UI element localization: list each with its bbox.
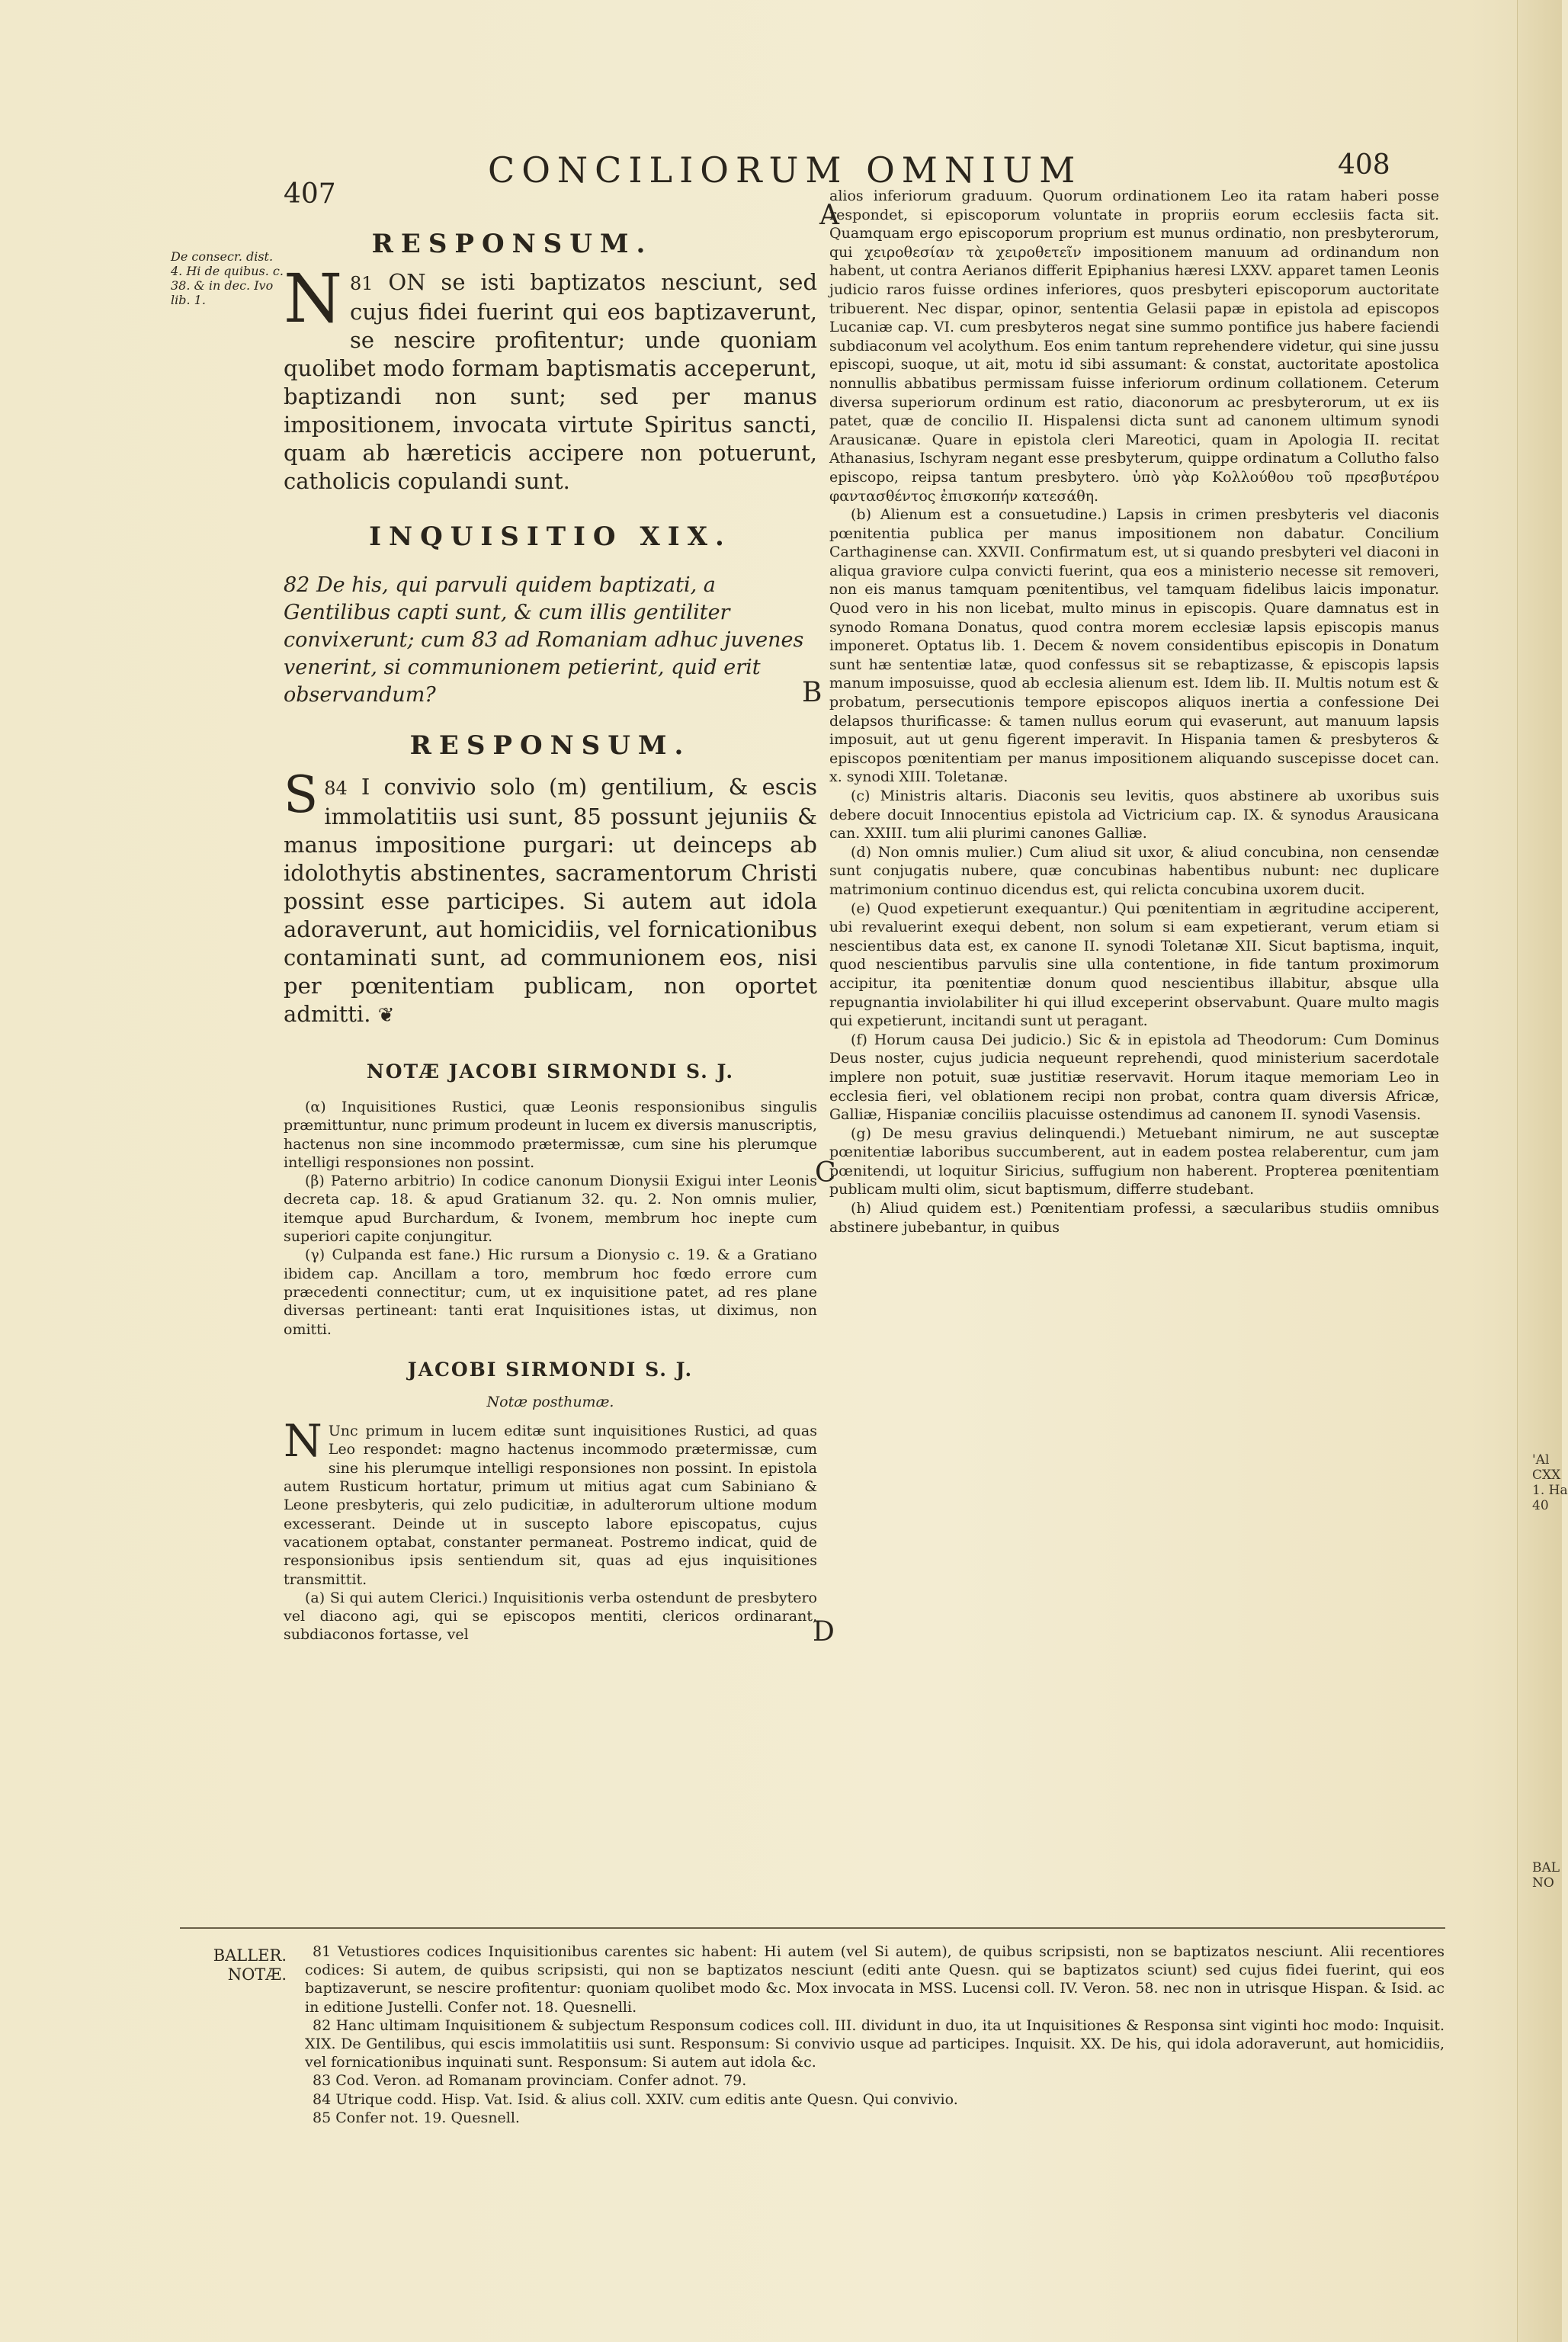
commentary-note-c: (c) Ministris altaris. Diaconis seu levitis, quos abstinere ab uxoribus suis debere docuit Innocentius epistola ad Victricium cap. IX. & synodus Arausicana can. XXIII. tum alii plurimi canones Galliæ. xyxy=(829,788,1439,842)
section-mark-b: B xyxy=(802,677,822,708)
commentary-note-b: (b) Alienum est a consuetudine.) Lapsis in crimen presbyteris vel diaconis pœnitentia publica per manus impositionem non dabatur. Concilium Carthaginense can. XXVII. Confirmatum est, ut si quando presbyteri vel diaconi in aliqua graviore culpa convicti fuerint, qua eos a ministerio necesse sit removeri, non eis manus tamquam pœnitentibus, vel tamquam fidelibus laicis imponatur. Quod vero in his non licebat, multo minus in episcopis. Quare damnatus est in synodo Romana Donatus, quod contra morem ecclesiæ lapsis episcopis manus imponeret. Optatus lib. 1. Decem & novem considentibus episcopis in Donatum sunt hæ sententiæ latæ, quod confessus sit se rebaptizasse, & episcopis lapsis manum imposuisse, quod ab ecclesia alienum est. Idem lib. II. Multis notum est & probatum, persecutionis tempore episcopos aliquos inertia a confessione Dei delapsos thurificasse: & tamen nullus eorum qui evaserunt, aut manuum lapsis imposuit, aut ut genu figerent imperavit. In Hispania tamen & presbyteros & episcopos pœnitentiam per manus impositionem aliquando suscepisse docet can. x. synodi XIII. Toletanæ. xyxy=(829,506,1439,786)
right-column xyxy=(829,187,1439,1237)
commentary-note-e: (e) Quod expetierunt exequantur.) Qui pœnitentiam in ægritudine acciperent, ubi revaluerint exequi debent, non solum si eam expetierant, verum etiam si nescientibus data est, ex canone II. synodi Toletanæ XII. Sicut baptisma, inquit, quod nescientibus parvulis sine ulla contentione, in fide tantum proximorum accipitur, ita pœnitentiæ donum quod nescientibus illabitur, absque ulla repugnantia inviolabiliter hi qui illud exceperint observabunt. Quare multo magis qui expetierunt, incitandi sunt ut peragant. xyxy=(829,900,1439,1030)
adjacent-page-fragment-top: 'Al CXX 1. Ha 40 xyxy=(1532,1452,1568,1513)
nota-gamma: (γ) Culpanda est fane.) Hic rursum a Dionysio c. 19. & a Gratiano ibidem cap. Ancillam a toro, membrum hoc fœdo errore cum præcedenti connectitur; cum, ut ex inquisitione patet, ad res plane diversas pertineant: tanti erat Inquisitiones istas, ut diximus, non omitti. xyxy=(284,1246,817,1338)
commentary-continuation: alios inferiorum graduum. Quorum ordinationem Leo ita ratam haberi posse respondet, si episcoporum voluntate in propriis eorum ecclesiis facta sit. Quamquam ergo episcoporum proprium est munus ordinatio, non presbyterorum, qui χειροθεσίαν τὰ χειροθετεῖν impositionem manuum ad ordinandum non habent, ut contra Aerianos differit Epiphanius hæresi LXXV. apparet tamen Leonis judicio raros fuisse ordines inferiores, quos presbyteri episcoporum auctoritate tribuerent. Nec dispar, opinor, sententia Gelasii papæ in epistola ad episcopos Lucaniæ cap. VI. cum presbyteros negat sine summo pontifice jus habere faciendi subdiaconum vel acolythum. Eos enim tantum reprehendere videtur, qui sine jussu episcopi, suoque, ut ait, motu id sibi assumant: & constat, auctoritate apostolica nonnullis abbatibus permissam fuisse inferiorum ordinum collationem. Ceterum diversa superiorum ordinum est ratio, diaconorum ac presbyterorum, ut ex iis patet, quæ de concilio II. Hispalensi dicta sunt ad canonem ultimum synodi Arausicanæ. Quare in epistola cleri Mareotici, quam in Apologia II. recitat Athanasius, Ischyram negant esse presbyterum, quippe ordinatum a Collutho falso episcopo, reipsa tantum presbytero. ὑπὸ γὰρ Κολλούθου τοῦ πρεσβυτέρου φαντασθέντος ἐπισκοπήν κατεσάθη. xyxy=(829,188,1439,505)
footnote-85: 85 Confer not. 19. Quesnell. xyxy=(313,2109,520,2126)
posthuma-heading: JACOBI SIRMONDI S. J. xyxy=(407,1358,694,1381)
footnote-label: BALLER. NOTÆ. xyxy=(213,1946,287,1984)
footnote-rule xyxy=(180,1927,1445,1929)
fleuron-ornament: ❦ xyxy=(377,1004,395,1027)
page-number-right: 408 xyxy=(1338,149,1390,181)
nota-beta: (β) Paterno arbitrio) In codice canonum Dionysii Exigui inter Leonis decreta cap. 18. & apud Gratianum 32. qu. 2. Non omnis mulier, itemque apud Burchardum, & Ivonem, membrum hoc inepte cum superiori capite conjungitur. xyxy=(284,1173,817,1246)
section-mark-d: D xyxy=(813,1616,835,1647)
commentary-note-f: (f) Horum causa Dei judicio.) Sic & in epistola ad Theodorum: Cum Dominus Deus noster, cujus judicia nequeunt reprehendi, quod ministerium sacerdotale implere non potuit, suæ justitiæ reservavit. Horum itaque memoriam Leo in ecclesia fieri, vel oblationem recipi non probat, contra quam diversis Africæ, Galliæ, Hispaniæ conciliis placuisse ostendimus ad canonem II. synodi Vasensis. xyxy=(829,1031,1439,1124)
paragraph-number: 81 xyxy=(350,273,374,294)
responsum-84 xyxy=(284,765,818,1030)
posthuma-note-a: (a) Si qui autem Clerici.) Inquisitionis verba ostendunt de presbytero vel diacono agi, qui se episcopos mentiti, clericos ordinarant, subdiaconos fortasse, vel xyxy=(284,1589,817,1644)
page-number-left: 407 xyxy=(284,178,336,210)
notae-heading: NOTÆ JACOBI SIRMONDI S. J. xyxy=(366,1060,735,1083)
inquisitio-heading: INQUISITIO XIX. xyxy=(369,521,732,552)
nota-alpha: (α) Inquisitiones Rustici, quæ Leonis responsionibus singulis præmittuntur, nunc primum prodeunt in lucem ex diversis manuscriptis, hactenus non sine incommodo prætermissæ, cum sine his plerumque intelligi responsiones non possint. xyxy=(284,1099,817,1171)
responsum-84-text: 84 S I convivio solo (m) gentilium, & escis immolatitiis usi sunt, 85 possunt jejuniis & manus impositione purgari: ut deinceps ab idolothytis abstinentes, sacramentorum Christi possint esse participes. Si autem aut idola adoraverunt, aut homicidiis, vel fornicationibus contaminati sunt, ad communionem eos, nisi per pœnitentiam publicam, non oportet admitti. ❦ xyxy=(284,765,818,1027)
adjacent-page-fragment-bottom: BAL NO xyxy=(1532,1860,1560,1891)
running-head: CONCILIORUM OMNIUM xyxy=(488,149,1082,191)
adjacent-page-edge xyxy=(1517,0,1562,2342)
posthuma-intro-text: N Unc primum in lucem editæ sunt inquisitiones Rustici, ad quas Leo respondet: magno hactenus incommodo prætermissæ, cum sine his plerumque intelligi responsiones non possint. In epistola autem Rusticum hortatur, primum ut mitius agat cum Sabiniano & Leone presbyteris, qui zelo pudicitiæ, in adulterorum ultione modum excesserant. Deinde ut in suscepto labore episcopatus, cujus vacationem optabat, constanter permaneat. Postremo indicat, quid de responsionibus ipsis sentiendum sit, quas ad ejus inquisitiones transmittit. xyxy=(284,1415,817,1588)
commentary-note-g: (g) De mesu gravius delinquendi.) Metuebant nimirum, ne aut susceptæ pœnitentiæ laboribus succumberent, aut in eadem postea relaberentur, cum jam pœnitendi, ut loquitur Siricius, suffugium non haberent. Propterea pœnitentiam publicam multi olim, sicut baptismum, differre studebant. xyxy=(829,1124,1439,1198)
notae-list xyxy=(284,1098,817,1339)
drop-cap: N xyxy=(284,259,342,338)
footnote-83: 83 Cod. Veron. ad Romanam provinciam. Confer adnot. 79. xyxy=(313,2072,747,2090)
drop-cap: N xyxy=(284,1415,322,1468)
footnote-84: 84 Utrique codd. Hisp. Vat. Isid. & alius coll. XXIV. cum editis ante Quesn. Qui convivio. xyxy=(313,2090,958,2108)
posthuma-intro xyxy=(284,1415,817,1589)
footnote-81: 81 Vetustiores codices Inquisitionibus carentes sic habent: Hi autem (vel Si autem), de quibus scripsisti, non se baptizatos nesciunt. Alii recentiores codices: Si autem, de quibus scripsisti, qui non se baptizatos nesciunt (editi ante Quesn. qui se baptizatos sciunt) sed cujus fidei fuerint, qui eos baptizaverunt, se nescire profitentur: quoniam quolibet modo &c. Mox invocata in MSS. Lucensi coll. IV. Veron. 58. nec non in utrisque Hispan. & Isid. ac in editione Justelli. Confer not. 18. Quesnelli. xyxy=(305,1943,1445,2016)
section-mark-c: C xyxy=(815,1157,836,1189)
left-column xyxy=(284,229,817,1644)
margin-reference-note: De consecr. dist. 4. Hi de quibus. c. 38. & in dec. Ivo lib. 1. xyxy=(171,249,284,307)
drop-cap: S xyxy=(284,765,319,824)
inquisitio-xix-text: 82 De his, qui parvuli quidem baptizati, a Gentilibus capti sunt, & cum illis gentiliter convixerunt; cum 83 ad Romaniam adhuc juvenes venerint, si communionem petierint, quid erit observandum? xyxy=(284,573,804,707)
section-mark-a: A xyxy=(819,200,839,231)
responsum-81-text: 81 N ON se isti baptizatos nesciunt, sed cujus fidei fuerint qui eos baptizaverunt, se nescire profitentur; unde quoniam quolibet modo formam baptismatis acceperunt, baptizandi non sunt; sed per manus impositionem, invocata virtute Spiritus sancti, quam ab hæreticis accipere non potuerunt, catholicis copulandi sunt. xyxy=(284,259,818,494)
footnote-82: 82 Hanc ultimam Inquisitionem & subjectum Responsum codices coll. III. dividunt in duo, ita ut Inquisitiones & Responsa sint viginti hoc modo: Inquisit. XIX. De Gentilibus, qui escis immolatitiis usi sunt. Responsum: Si convivio usque ad participes. Inquisit. XX. De his, qui idola adoraverunt, aut homicidiis, vel fornicationibus inquinati sunt. Responsum: Si autem aut idola &c. xyxy=(305,2016,1445,2071)
commentary-note-d: (d) Non omnis mulier.) Cum aliud sit uxor, & aliud concubina, non censendæ sunt conjugatis nubere, quæ concubinas habentibus nubunt: nec duplicare matrimonium continuo dicendus est, qui relicta concubina uxorem ducit. xyxy=(829,843,1439,898)
commentary-note-h: (h) Aliud quidem est.) Pœnitentiam professi, a sæcularibus studiis omnibus abstinere jubebantur, in quibus xyxy=(829,1200,1439,1236)
responsum-heading-2: RESPONSUM. xyxy=(409,730,691,761)
paragraph-number: 84 xyxy=(324,778,348,799)
responsum-heading: RESPONSUM. xyxy=(371,229,653,259)
footnotes xyxy=(305,1943,1445,2127)
responsum-81 xyxy=(284,259,818,496)
posthuma-subheading: Notæ posthumæ. xyxy=(486,1393,614,1410)
